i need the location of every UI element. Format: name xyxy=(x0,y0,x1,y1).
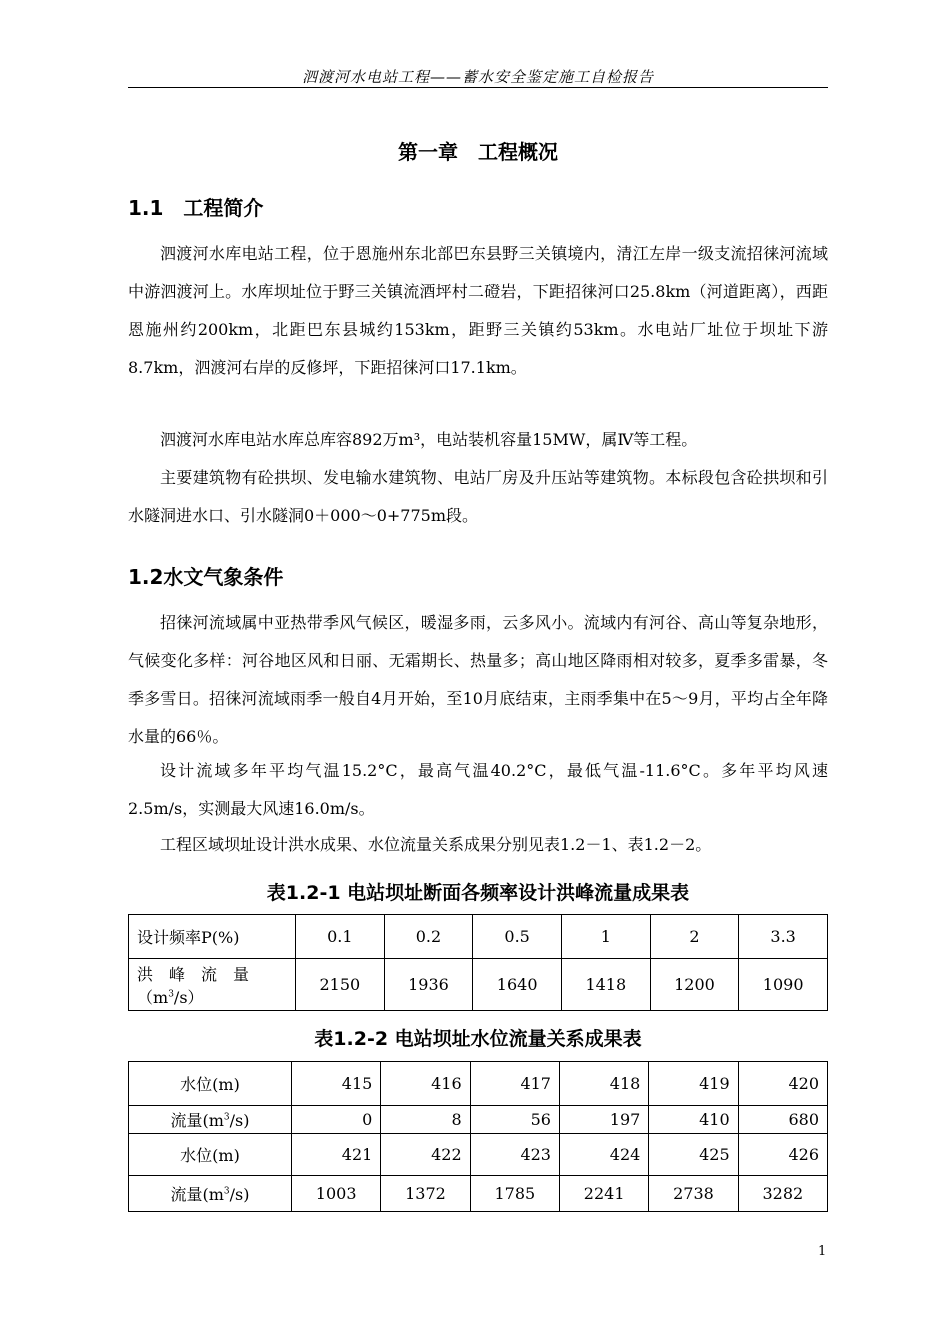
paragraph: 工程区域坝址设计洪水成果、水位流量关系成果分别见表1.2－1、表1.2－2。 xyxy=(160,835,712,854)
table-cell: 2150 xyxy=(296,959,385,1011)
table-row xyxy=(129,1062,828,1106)
stage-discharge-table xyxy=(128,1061,828,1212)
table-cell: 3282 xyxy=(738,1176,827,1212)
table-row xyxy=(129,1134,828,1176)
table-row xyxy=(129,959,828,1011)
unit-superscript: 3 xyxy=(223,1186,230,1197)
table-cell: 0.5 xyxy=(473,915,562,959)
paragraph: 泗渡河水库电站工程，位于恩施州东北部巴东县野三关镇境内，清江左岸一级支流招徕河流域中游泗渡河上。水库坝址位于野三关镇流酒坪村二磴岩，下距招徕河口25.8km（河道距离），西距恩施州约200km，北距巴东县城约153km，距野三关镇约53km。水电站厂址位于坝址下游8.7km，泗渡河右岸的反修坪，下距招徕河口17.1km。 xyxy=(128,244,828,377)
table-cell: 410 xyxy=(649,1106,738,1134)
flood-peak-table xyxy=(128,914,828,1011)
table-cell: 3.3 xyxy=(739,915,828,959)
table-cell: 1936 xyxy=(384,959,473,1011)
row-label xyxy=(129,1176,292,1212)
table-cell: 2 xyxy=(650,915,739,959)
table-cell: 0.2 xyxy=(384,915,473,959)
header-rule xyxy=(128,87,828,88)
row-label: 水位(m) xyxy=(129,1062,292,1106)
unit-text: 流量(m xyxy=(170,1185,224,1204)
unit-text: 流量(m xyxy=(170,1111,224,1130)
unit-superscript: 3 xyxy=(168,989,174,1000)
table-cell: 680 xyxy=(738,1106,827,1134)
section-1-2-title: 1.2水文气象条件 xyxy=(128,565,284,589)
table-row xyxy=(129,1106,828,1134)
row-label: 设计频率P(%) xyxy=(129,915,296,959)
table-cell: 426 xyxy=(738,1134,827,1176)
table-cell: 56 xyxy=(470,1106,559,1134)
row-label-unit xyxy=(137,985,287,1008)
table-cell: 424 xyxy=(559,1134,648,1176)
table-cell: 420 xyxy=(738,1062,827,1106)
page-number: 1 xyxy=(818,1244,827,1259)
unit-text: （m xyxy=(137,987,169,1007)
table-cell: 197 xyxy=(559,1106,648,1134)
table-row xyxy=(129,915,828,959)
unit-text: /s） xyxy=(173,987,204,1007)
table-cell: 418 xyxy=(559,1062,648,1106)
table-cell: 422 xyxy=(381,1134,470,1176)
table-cell: 1200 xyxy=(650,959,739,1011)
paragraph: 设计流域多年平均气温15.2°C，最高气温40.2°C，最低气温-11.6°C。多年平均风速2.5m/s，实测最大风速16.0m/s。 xyxy=(128,761,828,818)
paragraph: 主要建筑物有砼拱坝、发电输水建筑物、电站厂房及升压站等建筑物。本标段包含砼拱坝和引水隧洞进水口、引水隧洞0＋000～0+775m段。 xyxy=(128,468,828,525)
paragraph: 招徕河流域属中亚热带季风气候区，暖湿多雨，云多风小。流域内有河谷、高山等复杂地形，气候变化多样：河谷地区风和日丽、无霜期长、热量多；高山地区降雨相对较多，夏季多雷暴，冬季多雪日。招徕河流域雨季一般自4月开始，至10月底结束，主雨季集中在5～9月，平均占全年降水量的66％。 xyxy=(128,613,828,746)
table-cell: 416 xyxy=(381,1062,470,1106)
paragraph: 泗渡河水库电站水库总库容892万m³，电站装机容量15MW，属Ⅳ等工程。 xyxy=(160,430,698,449)
table-cell: 419 xyxy=(649,1062,738,1106)
row-label-line: 洪 峰 流 量 xyxy=(137,964,250,984)
table-cell: 0.1 xyxy=(296,915,385,959)
table-cell: 1003 xyxy=(292,1176,381,1212)
table-cell: 423 xyxy=(470,1134,559,1176)
unit-text: /s) xyxy=(229,1111,250,1130)
table-cell: 421 xyxy=(292,1134,381,1176)
table-cell: 1372 xyxy=(381,1176,470,1212)
table-cell: 2738 xyxy=(649,1176,738,1212)
table-cell: 1785 xyxy=(470,1176,559,1212)
table-cell: 1640 xyxy=(473,959,562,1011)
row-label xyxy=(129,959,296,1011)
table-cell: 417 xyxy=(470,1062,559,1106)
section-1-1-title: 1.1 工程简介 xyxy=(128,196,264,220)
table-2-caption: 表1.2-2 电站坝址水位流量关系成果表 xyxy=(314,1028,642,1050)
table-cell: 2241 xyxy=(559,1176,648,1212)
row-label: 水位(m) xyxy=(129,1134,292,1176)
table-1-caption: 表1.2-1 电站坝址断面各频率设计洪峰流量成果表 xyxy=(266,882,690,904)
unit-superscript: 3 xyxy=(223,1112,230,1123)
table-cell: 8 xyxy=(381,1106,470,1134)
table-cell: 0 xyxy=(292,1106,381,1134)
row-label xyxy=(129,1106,292,1134)
unit-text: /s) xyxy=(229,1185,250,1204)
table-cell: 415 xyxy=(292,1062,381,1106)
table-cell: 1090 xyxy=(739,959,828,1011)
chapter-title: 第一章 工程概况 xyxy=(398,140,558,164)
table-cell: 1 xyxy=(561,915,650,959)
table-cell: 1418 xyxy=(561,959,650,1011)
table-row xyxy=(129,1176,828,1212)
running-header: 泗渡河水电站工程——蓄水安全鉴定施工自检报告 xyxy=(301,68,654,86)
table-cell: 425 xyxy=(649,1134,738,1176)
